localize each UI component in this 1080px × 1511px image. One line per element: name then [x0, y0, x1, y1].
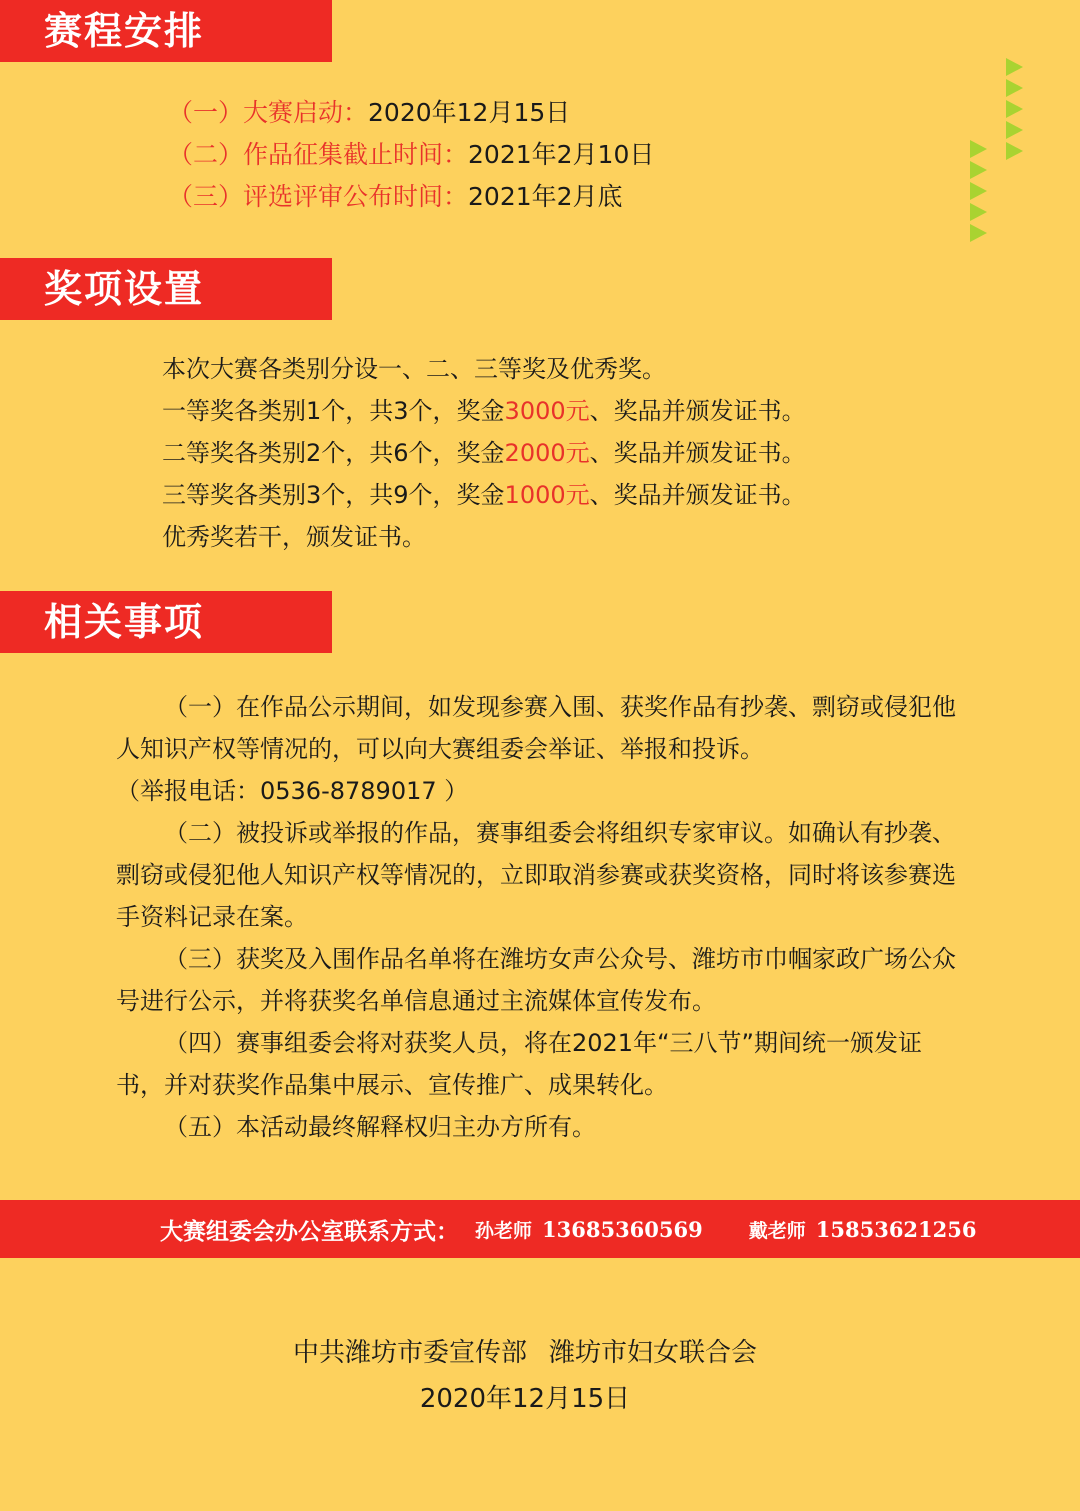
green-triangle-icon: [970, 224, 987, 242]
note-item-3: （三）获奖及入围作品名单将在潍坊女声公众号、潍坊市巾帼家政广场公众号进行公示，并将获奖名单信息通过主流媒体宣传发布。: [116, 945, 956, 1015]
section-title-schedule: 赛程安排: [0, 0, 332, 62]
note-item-1: （一）在作品公示期间，如发现参赛入围、获奖作品有抄袭、剽窃或侵犯他人知识产权等情况的，可以向大赛组委会举证、举报和投诉。: [116, 693, 956, 763]
green-triangle-icon: [1006, 58, 1023, 76]
award-excellent: 优秀奖若干，颁发证书。: [162, 523, 426, 551]
footer: [0, 1330, 1050, 1422]
contact-title: 大赛组委会办公室联系方式：: [160, 1217, 459, 1245]
contact-person-1: 孙老师: [475, 1219, 533, 1242]
green-triangle-icon: [970, 182, 987, 200]
awards-list: [162, 348, 806, 558]
section-title-awards: 奖项设置: [0, 258, 332, 320]
schedule-list: [168, 92, 654, 218]
triangle-decoration-right: [1006, 58, 1023, 160]
schedule-item-deadline: [168, 134, 654, 176]
schedule-value: 2020年12月15日: [368, 98, 571, 127]
award-amount: 2000元: [504, 439, 590, 467]
contact-person-2: 戴老师: [748, 1219, 806, 1242]
award-third: 三等奖各类别3个，共9个，奖金1000元、奖品并颁发证书。: [162, 481, 806, 509]
schedule-label: （三）评选评审公布时间：: [168, 182, 469, 211]
note-item-5: （五）本活动最终解释权归主办方所有。: [164, 1113, 596, 1141]
green-triangle-icon: [970, 140, 987, 158]
awards-intro: 本次大赛各类别分设一、二、三等奖及优秀奖。: [162, 355, 666, 383]
green-triangle-icon: [970, 203, 987, 221]
award-amount: 3000元: [504, 397, 590, 425]
note-item-4: （四）赛事组委会将对获奖人员，将在2021年“三八节”期间统一颁发证书，并对获奖作品集中展示、宣传推广、成果转化。: [116, 1029, 922, 1099]
schedule-label: （二）作品征集截止时间：: [168, 140, 469, 169]
notes-list: [116, 686, 966, 1148]
schedule-label: （一）大赛启动：: [168, 98, 369, 127]
award-amount: 1000元: [504, 481, 590, 509]
green-triangle-icon: [1006, 100, 1023, 118]
schedule-item-announcement: [168, 176, 654, 218]
section-title-notes: 相关事项: [0, 591, 332, 653]
green-triangle-icon: [1006, 79, 1023, 97]
award-second: 二等奖各类别2个，共6个，奖金2000元、奖品并颁发证书。: [162, 439, 806, 467]
contact-phone-1: 13685360569: [542, 1216, 703, 1242]
footer-organizers: [0, 1330, 1050, 1376]
contact-bar: [0, 1200, 1080, 1258]
report-phone: （举报电话：0536-8789017 ）: [116, 777, 469, 805]
green-triangle-icon: [1006, 142, 1023, 160]
schedule-item-start: [168, 92, 654, 134]
schedule-value: 2021年2月10日: [468, 140, 655, 169]
organizer-2: 潍坊市妇女联合会: [549, 1338, 758, 1368]
triangle-decoration-left: [970, 140, 987, 242]
note-item-2: （二）被投诉或举报的作品，赛事组委会将组织专家审议。如确认有抄袭、剽窃或侵犯他人知识产权等情况的，立即取消参赛或获奖资格，同时将该参赛选手资料记录在案。: [116, 819, 956, 931]
organizer-1: 中共潍坊市委宣传部: [292, 1338, 527, 1368]
footer-date: 2020年12月15日: [419, 1384, 631, 1414]
contact-phone-2: 15853621256: [815, 1216, 977, 1242]
green-triangle-icon: [970, 161, 987, 179]
schedule-value: 2021年2月底: [468, 182, 623, 211]
award-first: 一等奖各类别1个，共3个，奖金3000元、奖品并颁发证书。: [162, 397, 806, 425]
green-triangle-icon: [1006, 121, 1023, 139]
